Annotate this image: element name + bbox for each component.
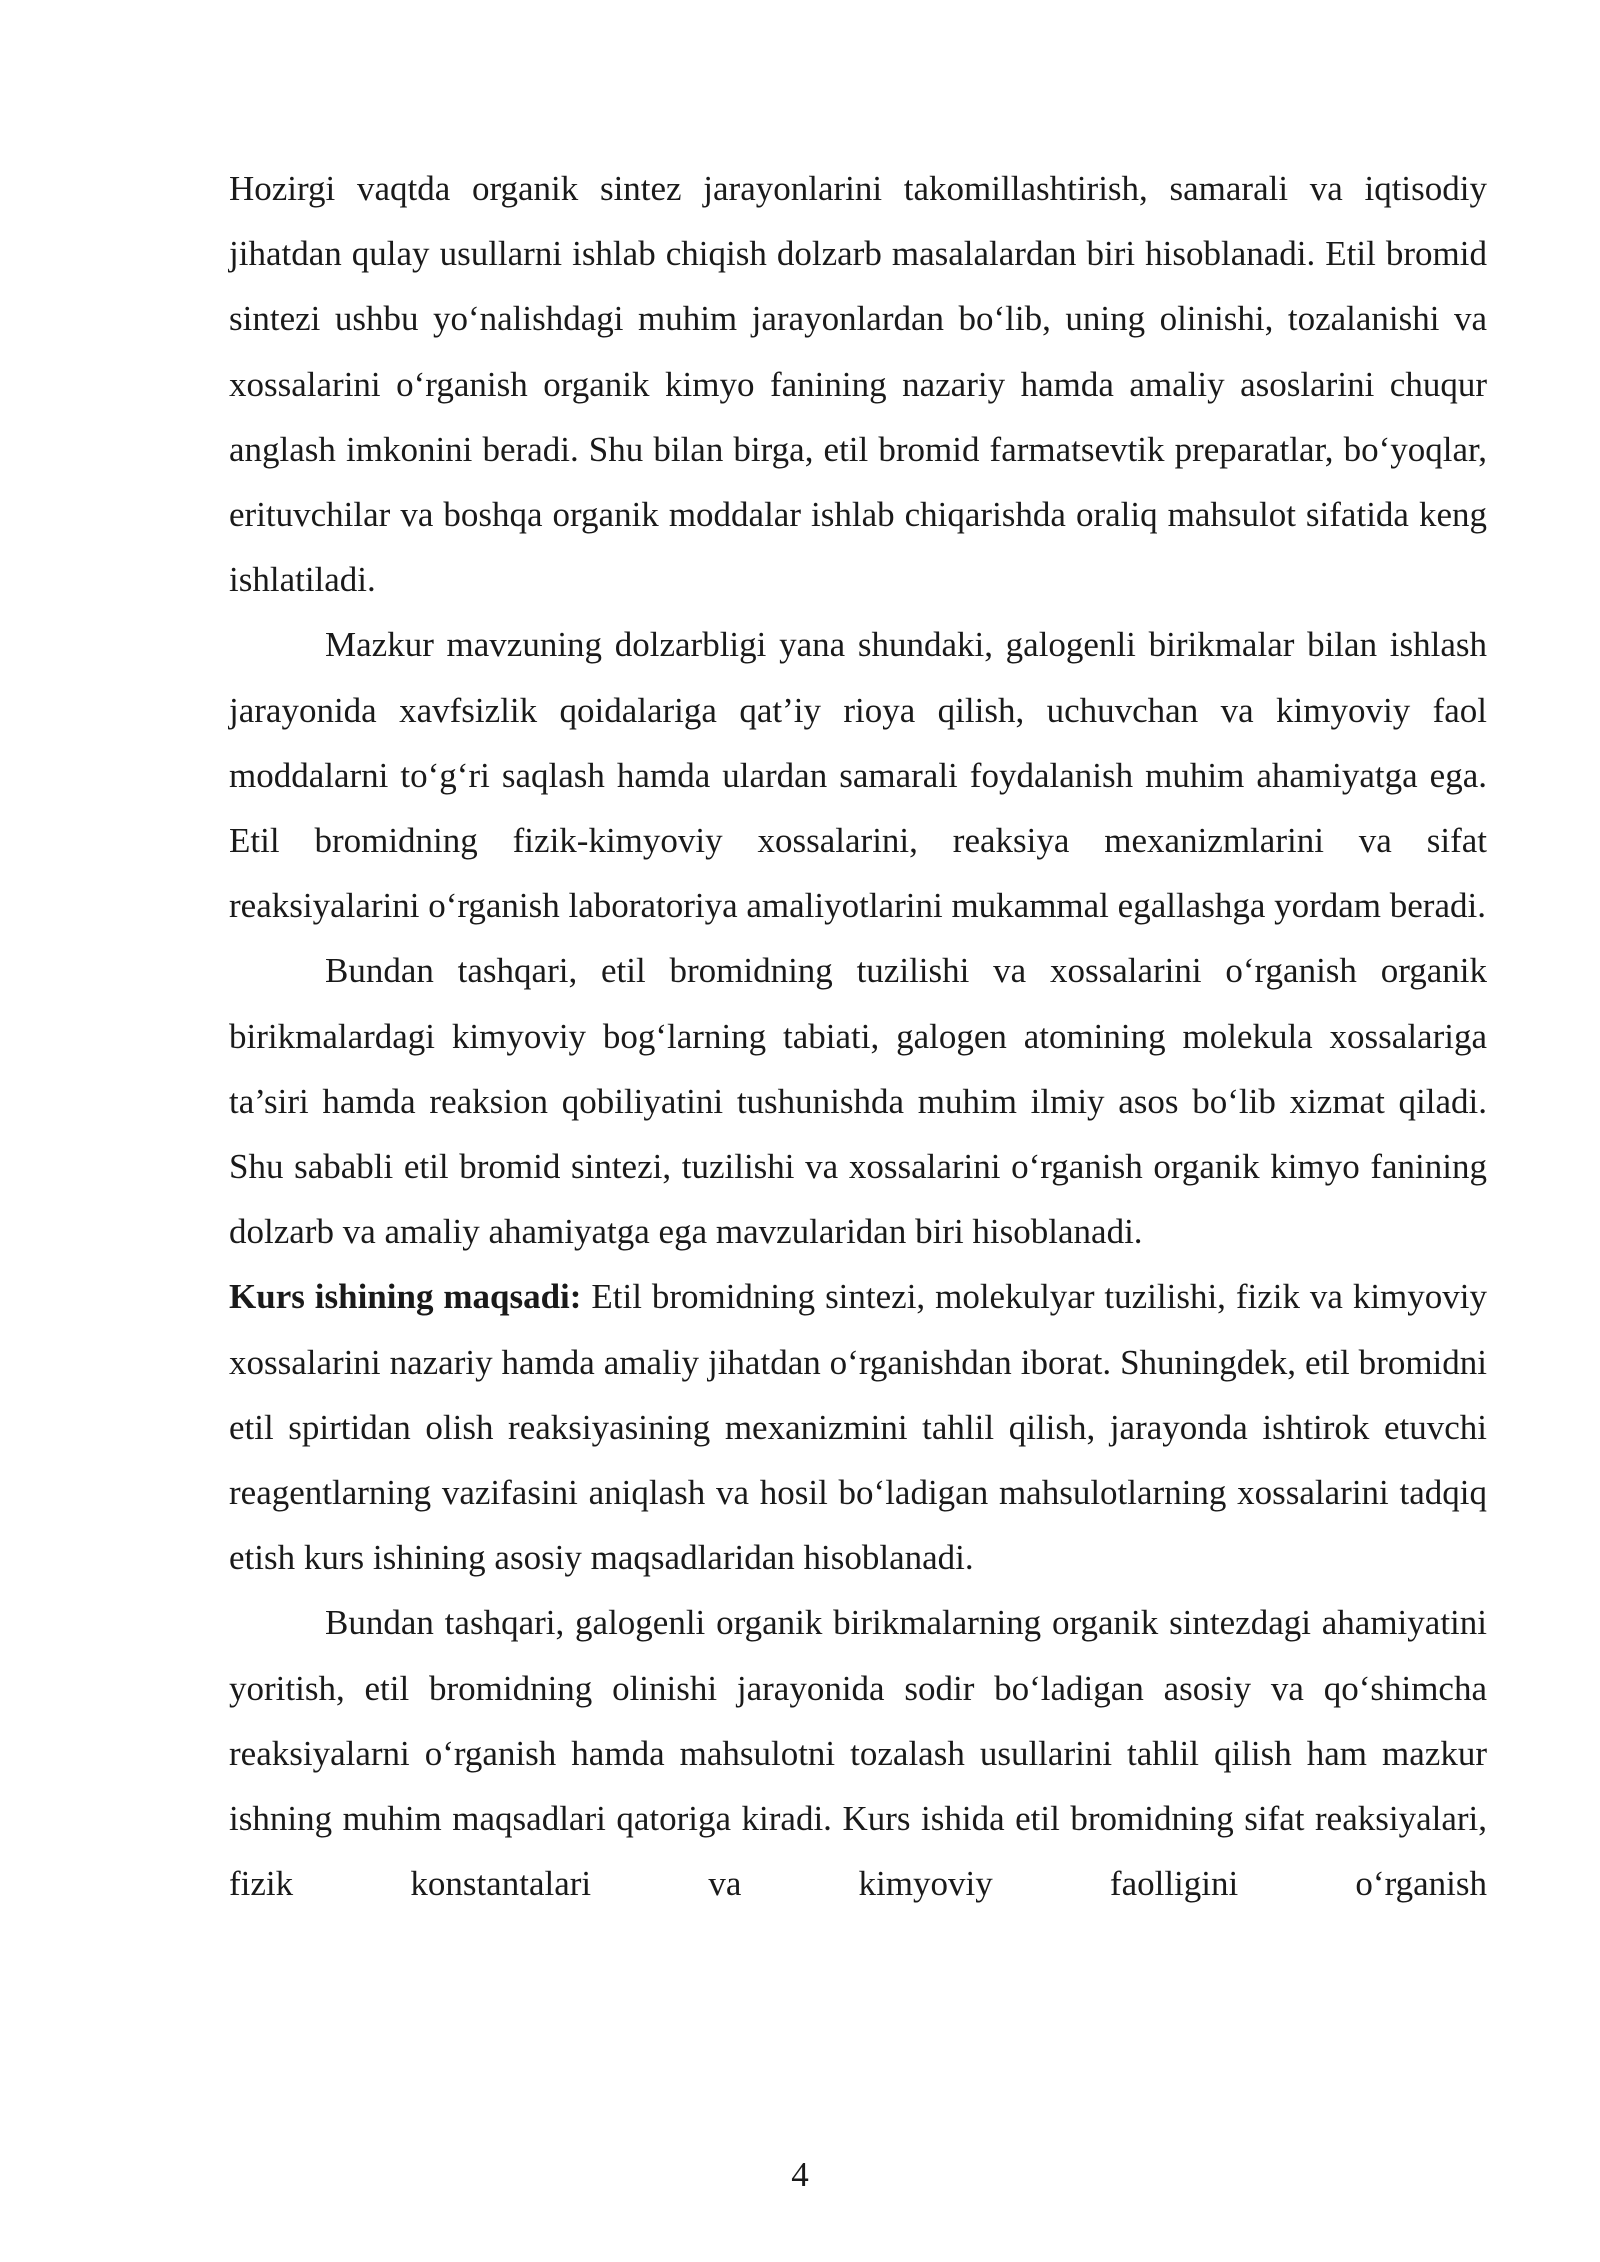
- paragraph-additional-goals: [229, 1590, 1487, 1916]
- paragraph-text: Bundan tashqari, etil bromidning tuzilishi va xossalarini o‘rganish organik birikmalardagi kimyoviy bog‘larning tabiati, galogen atomining molekula xossalariga ta’siri hamda reaksion qobiliyatini tushunishda muhim ilmiy asos bo‘lib xizmat qiladi. Shu sababli etil bromid sintezi, tuzilishi va xossalarini o‘rganish organik kimyo fanining dolzarb va amaliy ahamiyatga ega mavzularidan biri hisoblanadi.: [229, 951, 1487, 1252]
- paragraph-goal: [229, 1264, 1487, 1590]
- paragraph-text: Mazkur mavzuning dolzarbligi yana shundaki, galogenli birikmalar bilan ishlash jarayonida xavfsizlik qoidalariga qat’iy rioya qilish, uchuvchan va kimyoviy faol moddalarni to‘g‘ri saqlash hamda ulardan samarali foydalanish muhim ahamiyatga ega. Etil bromidning fizik-kimyoviy xossalarini, reaksiya mexanizmlarini va sifat reaksiyalarini o‘rganish laboratoriya amaliyotlarini mukammal egallashga yordam beradi.: [229, 625, 1487, 926]
- paragraph-text: Bundan tashqari, galogenli organik birikmalarning organik sintezdagi ahamiyatini yoritish, etil bromidning olinishi jarayonida sodir bo‘ladigan asosiy va qo‘shimcha reaksiyalarni o‘rganish hamda mahsulotni tozalash usullarini tahlil qilish ham mazkur ishning muhim maqsadlari qatoriga kiradi. Kurs ishida etil bromidning sifat reaksiyalari, fizik konstantalari va kimyoviy faolligini o‘rganish: [229, 1603, 1487, 1904]
- page-number: 4: [791, 2155, 809, 2194]
- paragraph-text: Hozirgi vaqtda organik sintez jarayonlarini takomillashtirish, samarali va iqtisodiy jihatdan qulay usullarni ishlab chiqish dolzarb masalalardan biri hisoblanadi. Etil bromid sintezi ushbu yo‘nalishdagi muhim jarayonlardan bo‘lib, uning olinishi, tozalanishi va xossalarini o‘rganish organik kimyo fanining nazariy hamda amaliy asoslarini chuqur anglash imkonini beradi. Shu bilan birga, etil bromid farmatsevtik preparatlar, bo‘yoqlar, erituvchilar va boshqa organik moddalar ishlab chiqarishda oraliq mahsulot sifatida keng ishlatiladi.: [229, 169, 1487, 600]
- paragraph-text: Etil bromidning sintezi, molekulyar tuzilishi, fizik va kimyoviy xossalarini nazariy hamda amaliy jihatdan o‘rganishdan iborat. Shuningdek, etil bromidni etil spirtidan olish reaksiyasining mexanizmini tahlil qilish, jarayonda ishtirok etuvchi reagentlarning vazifasini aniqlash va hosil bo‘ladigan mahsulotlarning xossalarini tadqiq etish kurs ishining asosiy maqsadlaridan hisoblanadi.: [229, 1277, 1488, 1578]
- paragraph-intro: [229, 156, 1487, 612]
- paragraph-structure: [229, 938, 1487, 1264]
- paragraph-relevance: [229, 612, 1487, 938]
- body-text: [229, 156, 1487, 1916]
- goal-heading: Kurs ishining maqsadi:: [229, 1277, 582, 1317]
